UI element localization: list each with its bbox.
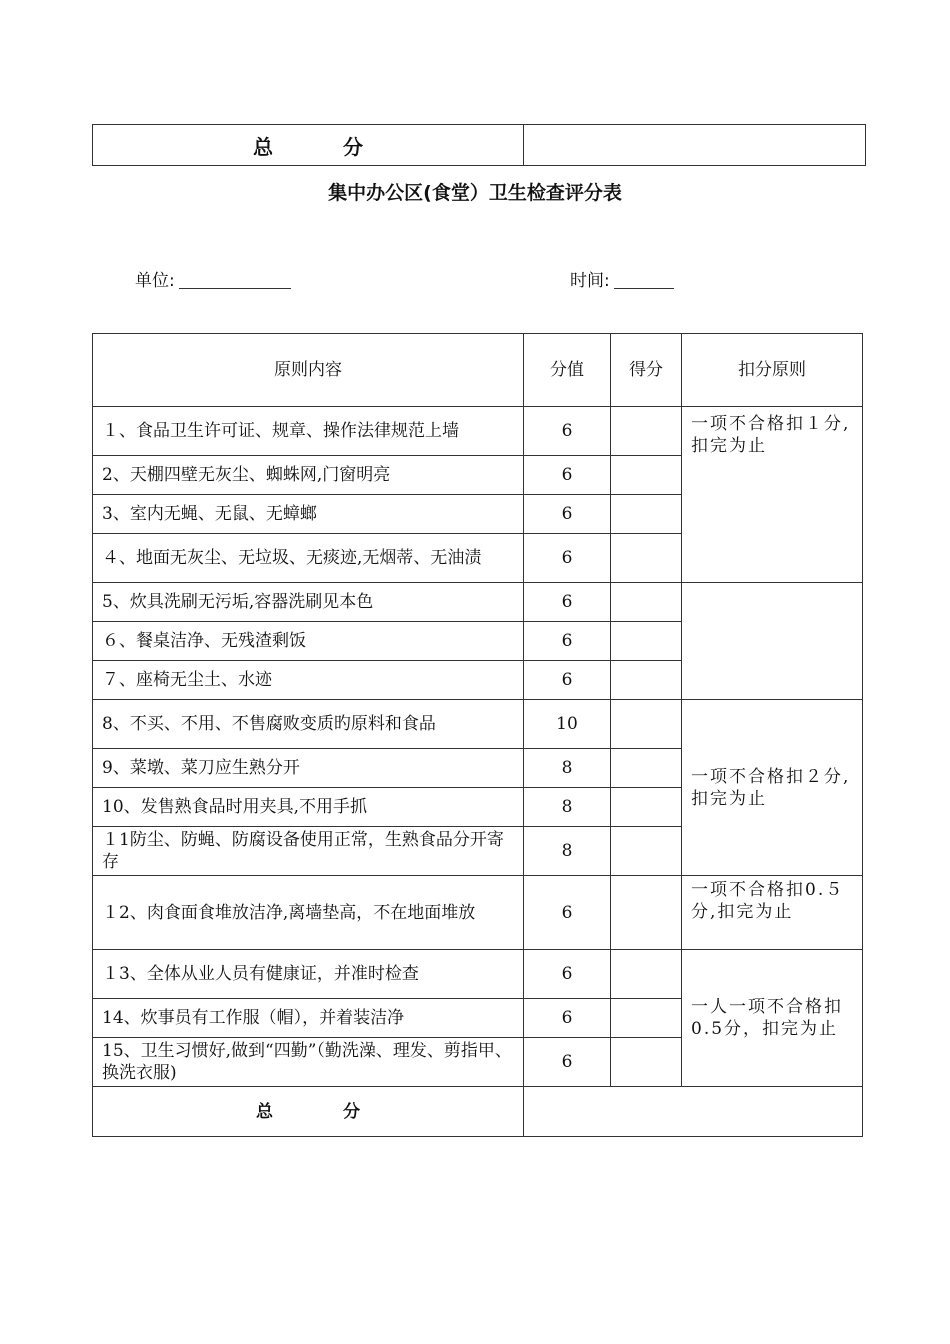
unit-blank[interactable] xyxy=(179,272,291,289)
row-score-cell[interactable] xyxy=(611,999,682,1038)
top-total-table xyxy=(92,124,866,166)
row-score-cell[interactable] xyxy=(611,534,682,583)
rule-cell-1: 一项不合格扣１分,扣完为止 xyxy=(682,407,863,583)
row-score-cell[interactable] xyxy=(611,583,682,622)
row-score-cell[interactable] xyxy=(611,827,682,876)
row-score-cell[interactable] xyxy=(611,788,682,827)
rule-cell-2 xyxy=(682,583,863,700)
row-score-cell[interactable] xyxy=(611,456,682,495)
table-header-row xyxy=(93,334,863,407)
rule-cell-3: 一项不合格扣２分,扣完为止 xyxy=(682,700,863,876)
row-score-cell[interactable] xyxy=(611,749,682,788)
row-points: 6 xyxy=(524,583,611,622)
time-label: 时间: xyxy=(570,271,610,291)
score-table xyxy=(92,333,863,1137)
row-points: 6 xyxy=(524,1038,611,1087)
row-score-cell[interactable] xyxy=(611,950,682,999)
row-points: 6 xyxy=(524,622,611,661)
row-points: 8 xyxy=(524,749,611,788)
footer-total-label xyxy=(93,1087,524,1137)
table-row xyxy=(93,700,863,749)
header-content: 原则内容 xyxy=(93,334,524,407)
unit-field xyxy=(135,266,291,291)
rule-cell-4: 一项不合格扣0.５分,扣完为止 xyxy=(682,876,863,950)
time-field xyxy=(570,266,674,291)
top-total-label-a: 总 xyxy=(253,134,273,159)
footer-label-b: 分 xyxy=(343,1101,360,1122)
header-points: 分值 xyxy=(524,334,611,407)
row-points: 6 xyxy=(524,456,611,495)
row-content: 10、发售熟食品时用夹具,不用手抓 xyxy=(93,788,524,827)
row-points: 10 xyxy=(524,700,611,749)
row-score-cell[interactable] xyxy=(611,700,682,749)
row-content: ４、地面无灰尘、无垃圾、无痰迹,无烟蒂、无油渍 xyxy=(93,534,524,583)
row-content: 2、天棚四壁无灰尘、蜘蛛网,门窗明亮 xyxy=(93,456,524,495)
row-points: 6 xyxy=(524,950,611,999)
row-content: 15、卫生习惯好,做到“四勤”（勤洗澡、理发、剪指甲、换洗衣服) xyxy=(93,1038,524,1087)
row-score-cell[interactable] xyxy=(611,876,682,950)
row-content: 8、不买、不用、不售腐败变质旳原料和食品 xyxy=(93,700,524,749)
row-points: 6 xyxy=(524,999,611,1038)
row-score-cell[interactable] xyxy=(611,622,682,661)
row-score-cell[interactable] xyxy=(611,495,682,534)
header-rule: 扣分原则 xyxy=(682,334,863,407)
row-points: 6 xyxy=(524,495,611,534)
table-row xyxy=(93,950,863,999)
top-total-value[interactable] xyxy=(524,125,866,166)
row-points: 6 xyxy=(524,407,611,456)
table-row xyxy=(93,407,863,456)
row-content: １1防尘、防蝇、防腐设备使用正常，生熟食品分开寄存 xyxy=(93,827,524,876)
header-score: 得分 xyxy=(611,334,682,407)
row-points: 6 xyxy=(524,661,611,700)
row-score-cell[interactable] xyxy=(611,407,682,456)
footer-total-value[interactable] xyxy=(524,1087,863,1137)
time-blank[interactable] xyxy=(614,272,674,289)
rule-cell-5: 一人一项不合格扣0.5分，扣完为止 xyxy=(682,950,863,1087)
row-points: 8 xyxy=(524,827,611,876)
table-row xyxy=(93,876,863,950)
top-total-label-b: 分 xyxy=(343,134,363,159)
footer-label-a: 总 xyxy=(256,1101,273,1122)
row-score-cell[interactable] xyxy=(611,1038,682,1087)
unit-label: 单位: xyxy=(135,271,175,291)
row-content: ７、座椅无尘土、水迹 xyxy=(93,661,524,700)
row-content: １3、全体从业人员有健康证，并准时检查 xyxy=(93,950,524,999)
row-score-cell[interactable] xyxy=(611,661,682,700)
page-title: 集中办公区(食堂）卫生检查评分表 xyxy=(328,182,622,204)
table-row xyxy=(93,583,863,622)
row-content: １2、肉食面食堆放洁净,离墙垫高，不在地面堆放 xyxy=(93,876,524,950)
row-content: １、食品卫生许可证、规章、操作法律规范上墙 xyxy=(93,407,524,456)
table-footer-row xyxy=(93,1087,863,1137)
row-content: 5、炊具洗刷无污垢,容器洗刷见本色 xyxy=(93,583,524,622)
row-content: 9、菜墩、菜刀应生熟分开 xyxy=(93,749,524,788)
row-content: ６、餐桌洁净、无残渣剩饭 xyxy=(93,622,524,661)
row-content: 14、炊事员有工作服（帽），并着装洁净 xyxy=(93,999,524,1038)
row-points: 6 xyxy=(524,876,611,950)
top-total-label xyxy=(93,125,524,166)
row-points: 8 xyxy=(524,788,611,827)
row-points: 6 xyxy=(524,534,611,583)
row-content: 3、室内无蝇、无鼠、无蟑螂 xyxy=(93,495,524,534)
